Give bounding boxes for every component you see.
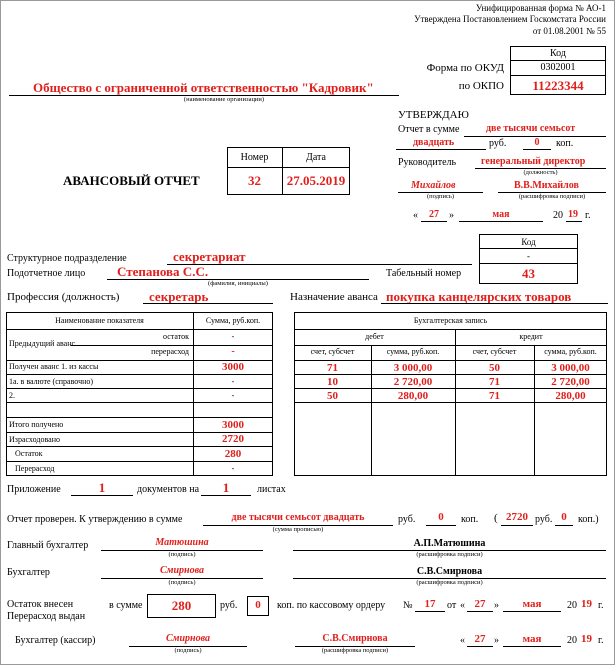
rt-row3-debit-sum: 280,00: [397, 390, 429, 402]
code-header: Код: [550, 48, 566, 59]
order-month: мая: [522, 598, 542, 610]
order-year-prefix: 20: [567, 600, 577, 611]
advance-report-form: Унифицированная форма № АО-1 Утверждена Постановлением Госкомстата России от 01.08.2001 № 55 Код 0302001 11223344 Форма по ОКУД по ОКПО Общество с ограниченной ответственностью "Кадровик" (наименование организации) УТВЕРЖДАЮ Отчет в сумме две тысячи семьсот двадцать руб. 0 коп. Руководитель генеральный директор (должность) Михайлов (подпись) В.В.Михайлов (расшифровка подписи) « 27 » мая 20 19 г. АВАНСОВЫЙ ОТЧЕТ Номер Дата 32 27.05.2019 Код - 43 Структурное подразделение секретариат Подотчетное лицо Степанова С.С. (фамилия, инициалы) Табельный номер Профессия (должность) секретарь Назначение аванса покупка канцелярских товаров Наименование показателя Сумма, руб.коп. Предыдущий аванс остаток - перерасход - Получен аванс 1. из кассы 3000 1а. в валюте (справочно) - 2. - Итого получено 3000 Израсходовано 2720 Остаток 280 Перерасход - Бухгалтерская запись дебет кредит счет, субсчет сумма, руб.коп. счет, субсчет сумма, руб.коп. 71 3 000,00 50 3 000,00 10 2 720,00 71 2 720,00 50 280,00 71 280,00 Приложение 1 документов на 1 листах Отчет проверен. К утверждению в сумме две тысячи семьсот двадцать (сумма прописью) руб. 0 коп. ( 2720 руб. 0 коп.) Главный бухгалтер Матюшина (подпись) А.П.Матюшина (расшифровка подписи) Бухгалтер Смирнова (подпись) С.В.Смирнова (расшифровка подписи) Остаток внесен Перерасход выдан в сумме 280 руб. 0 коп. по кассовому ордеру № 17 от « 27 » мая 20 19 г. Бухгалтер (кассир) Смирнова (подпись) С.В.Смирнова (расшифровка подписи) « 27 » мая 20 19 г.: [0, 0, 615, 665]
in-sum-label: в сумме: [109, 600, 143, 611]
lt-currency-label: 1а. в валюте (справочно): [9, 377, 94, 386]
checked-words: две тысячи семьсот двадцать: [231, 512, 365, 523]
form-type-line: Унифицированная форма № АО-1: [475, 3, 606, 13]
profession-label: Профессия (должность): [7, 291, 120, 303]
rt-row3-debit-account: 50: [327, 390, 338, 402]
rest-deposited-label: Остаток внесен: [7, 599, 74, 610]
approval-month: мая: [492, 209, 510, 220]
lt-received-cash-value: 3000: [222, 361, 244, 373]
okud-label: Форма по ОКУД: [426, 62, 504, 74]
chief-decoded-caption: (расшифровка подписи): [416, 551, 483, 558]
checked-kop-value: 0: [438, 511, 444, 523]
head-label: Руководитель: [398, 157, 457, 168]
okpo-label: по ОКПО: [458, 80, 504, 92]
report-number: 32: [248, 173, 261, 188]
department-label: Структурное подразделение: [7, 253, 127, 264]
order-quote-close: »: [494, 600, 499, 611]
position-caption: (должность): [523, 169, 558, 176]
cashier-quote-open: «: [460, 635, 465, 646]
rt-debit-amount-header: сумма, руб.коп.: [386, 347, 440, 356]
paren-rub: руб.: [535, 514, 553, 525]
lt-item2-value: -: [231, 391, 235, 400]
organization-name: Общество с ограниченной ответственностью "Кадровик": [33, 80, 374, 95]
rt-row3-credit-sum: 280,00: [555, 390, 586, 402]
chief-label: Главный бухгалтер: [7, 540, 89, 551]
cashier-quote-close: »: [494, 635, 499, 646]
lt-rest-value: 280: [224, 448, 242, 460]
rt-row1-debit-sum: 3 000,00: [393, 362, 433, 374]
approve-label: УТВЕРЖДАЮ: [398, 109, 469, 121]
number-label: Номер: [240, 152, 269, 163]
words-caption: (сумма прописью): [272, 526, 324, 533]
tab-number-value: 43: [522, 266, 535, 281]
accountant-label: Бухгалтер: [7, 567, 50, 578]
lt-currency-value: -: [231, 377, 235, 386]
cashier-signature-caption: (подпись): [174, 647, 202, 654]
deposit-sum-value: 280: [171, 598, 192, 613]
approval-kop-value: 0: [534, 137, 540, 148]
deposit-kop-value: 0: [255, 599, 261, 611]
lt-spent-value: 2720: [222, 433, 244, 445]
chief-signature: Матюшина: [155, 537, 209, 548]
approval-sum-words-2: двадцать: [413, 137, 455, 148]
signature-caption: (подпись): [427, 193, 454, 200]
rt-credit-label: кредит: [519, 332, 543, 341]
rt-row2-credit-sum: 2 720,00: [551, 376, 590, 388]
order-year-suffix: 19: [581, 598, 592, 610]
cashier-year-suffix: 19: [581, 633, 592, 645]
lt-item2-label: 2.: [9, 391, 15, 400]
accountant-signature: Смирнова: [159, 565, 205, 576]
cashier-signature: Смирнова: [165, 633, 211, 644]
approval-year-prefix: 20: [553, 210, 563, 221]
rt-debit-account-header: счет, субсчет: [310, 347, 355, 356]
approval-rub-label: руб.: [489, 138, 507, 149]
checked-kop-label: коп.: [461, 514, 479, 525]
overspend-paid-label: Перерасход выдан: [7, 611, 86, 622]
lt-spent-label: Израсходовано: [9, 435, 60, 444]
lt-total-received-value: 3000: [222, 419, 244, 431]
decoded-caption: (расшифровка подписи): [518, 193, 586, 200]
report-date: 27.05.2019: [286, 173, 346, 188]
docs-label: документов на: [137, 484, 200, 495]
rt-title: Бухгалтерская запись: [413, 316, 488, 325]
chief-name: А.П.Матюшина: [413, 538, 486, 549]
order-no-label: №: [403, 600, 413, 611]
order-label: коп. по кассовому ордеру: [277, 600, 386, 611]
rt-debit-label: дебет: [365, 332, 384, 341]
cashier-name: С.В.Смирнова: [322, 633, 388, 644]
lt-col2-header: Сумма, руб.коп.: [205, 316, 261, 325]
purpose-value: покупка канцелярских товаров: [386, 289, 572, 304]
order-no: 17: [424, 598, 436, 610]
from-label: от: [447, 600, 457, 611]
report-title: АВАНСОВЫЙ ОТЧЕТ: [63, 173, 200, 188]
person-caption: (фамилия, инициалы): [208, 280, 268, 287]
rt-credit-account-header: счет, субсчет: [472, 347, 517, 356]
order-day: 27: [474, 598, 486, 610]
purpose-label: Назначение аванса: [290, 291, 378, 303]
approval-kop-label: коп.: [556, 138, 574, 149]
deposit-rub-label: руб.: [220, 600, 238, 611]
tab-number-label: Табельный номер: [386, 268, 462, 279]
rt-row1-credit-sum: 3 000,00: [551, 362, 590, 374]
rt-row2-debit-sum: 2 720,00: [393, 376, 433, 388]
lt-received-cash-label: Получен аванс 1. из кассы: [9, 362, 99, 371]
lt-over-value: -: [231, 464, 235, 473]
accountant-name: С.В.Смирнова: [416, 566, 483, 577]
cashier-year-prefix: 20: [567, 635, 577, 646]
chief-signature-caption: (подпись): [168, 551, 196, 558]
form-approved-line: Утверждена Постановлением Госкомстата России: [414, 14, 606, 24]
paren-sum: 2720: [506, 511, 528, 523]
department-value: секретариат: [173, 249, 246, 264]
cashier-decoded-caption: (расшифровка подписи): [321, 647, 389, 654]
head-signature: Михайлов: [411, 180, 456, 191]
okud-value: 0302001: [540, 62, 576, 73]
person-value: Степанова С.С.: [117, 264, 209, 279]
employee-code-dash: -: [527, 251, 530, 261]
approval-year-suffix: 19: [568, 209, 578, 220]
lt-overspend-label: перерасход: [151, 347, 189, 356]
approval-year-label: г.: [585, 210, 591, 221]
lt-prev-advance: Предыдущий аванс: [9, 339, 76, 348]
rt-row1-credit-account: 50: [489, 362, 500, 374]
form-decree-line: от 01.08.2001 № 55: [532, 26, 606, 36]
attach-value: 1: [98, 480, 106, 495]
date-label: Дата: [306, 152, 326, 163]
accountant-signature-caption: (подпись): [168, 579, 196, 586]
sheets-value: 1: [222, 480, 230, 495]
approval-sum-words-1: две тысячи семьсот: [486, 123, 576, 134]
checked-label: Отчет проверен. К утверждению в сумме: [7, 514, 183, 525]
employee-code-header: Код: [521, 237, 536, 247]
rt-row2-debit-account: 10: [327, 376, 338, 388]
lt-total-received-label: Итого получено: [9, 420, 64, 429]
cashier-year-label: г.: [598, 635, 604, 646]
sheets-label: листах: [257, 484, 286, 495]
lt-col1-header: Наименование показателя: [55, 316, 144, 325]
accountant-decoded-caption: (расшифровка подписи): [416, 579, 483, 586]
attach-label: Приложение: [7, 484, 61, 495]
profession-value: секретарь: [149, 289, 209, 304]
lt-remainder-label: остаток: [163, 332, 189, 341]
paren-open: (: [494, 512, 498, 524]
order-quote-open: «: [460, 600, 465, 611]
cashier-month: мая: [522, 633, 542, 645]
checked-rub-label: руб.: [398, 514, 416, 525]
paren-kop: 0: [561, 511, 567, 523]
approval-sum-label: Отчет в сумме: [398, 124, 460, 135]
rt-row2-credit-account: 71: [489, 376, 500, 388]
organization-caption: (наименование организации): [183, 96, 265, 103]
rt-credit-amount-header: сумма, руб.коп.: [544, 347, 597, 356]
lt-remainder-value: -: [231, 332, 235, 341]
head-position: генеральный директор: [481, 156, 586, 167]
cashier-day: 27: [474, 633, 486, 645]
cashier-label: Бухгалтер (кассир): [15, 635, 96, 646]
order-year-label: г.: [598, 600, 604, 611]
approval-day: 27: [429, 209, 439, 220]
lt-rest-label: Остаток: [15, 449, 43, 458]
okpo-value: 11223344: [532, 78, 584, 93]
rt-row3-credit-account: 71: [489, 390, 500, 402]
lt-over-label: Перерасход: [15, 464, 55, 473]
paren-close: коп.): [578, 514, 599, 525]
rt-row1-debit-account: 71: [327, 362, 338, 374]
lt-overspend-value: -: [231, 346, 235, 357]
head-decoded-name: В.В.Михайлов: [514, 180, 579, 191]
person-label: Подотчетное лицо: [7, 268, 86, 279]
